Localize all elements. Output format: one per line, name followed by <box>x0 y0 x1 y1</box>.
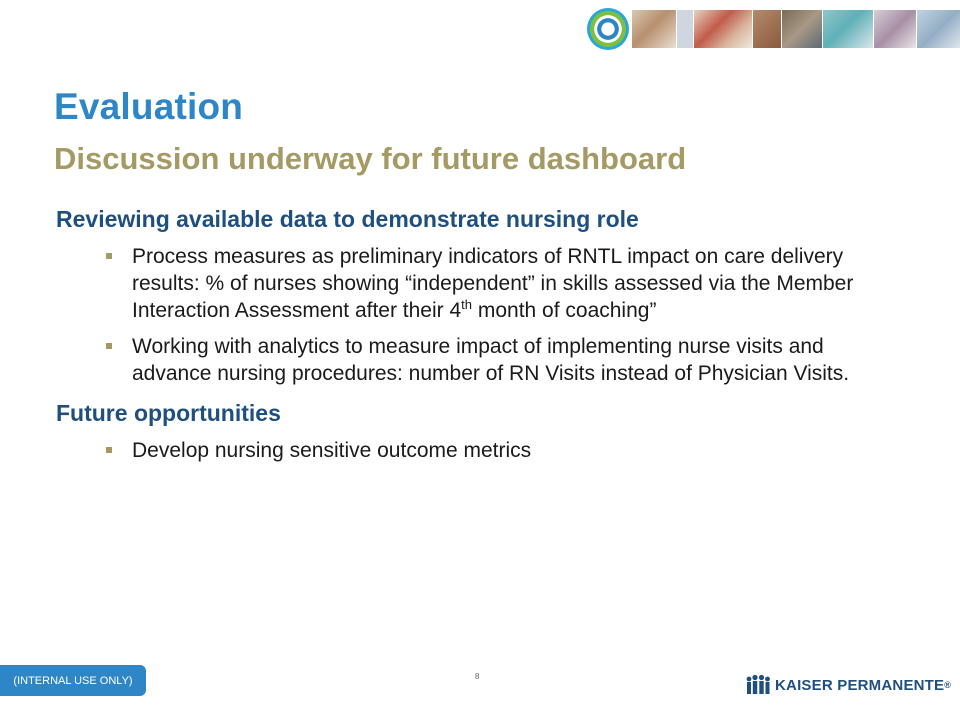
photo-tile <box>693 10 752 48</box>
photo-tile <box>752 10 781 48</box>
photo-tile <box>631 10 676 48</box>
bullet-item <box>56 243 892 324</box>
bullet-text: Develop nursing sensitive outcome metrics <box>132 439 532 462</box>
bullet-text: Process measures as preliminary indicators of RNTL impact on care delivery results: % of nurses showing “independent” in skills assessed via the Member Interaction Assessment after their 4 <box>132 245 854 322</box>
logo-registered-mark: ® <box>944 680 952 690</box>
bullet-item <box>56 333 892 387</box>
kaiser-permanente-logo <box>745 673 951 697</box>
section-reviewing-data <box>56 205 916 387</box>
page-number: 8 <box>475 672 480 681</box>
slide-subtitle: Discussion underway for future dashboard <box>54 141 687 176</box>
internal-use-tag: (INTERNAL USE ONLY) <box>0 665 146 696</box>
section-heading: Future opportunities <box>56 400 281 426</box>
slide-title: Evaluation <box>54 86 244 127</box>
header-photo-strip <box>587 8 960 50</box>
circular-badge-icon <box>587 8 629 50</box>
slide-content <box>56 205 916 473</box>
bullet-item <box>56 437 892 464</box>
bullet-list <box>56 437 916 464</box>
logo-text: KAISER PERMANENTE <box>775 676 945 694</box>
bullet-text-continued: month of coaching” <box>472 299 657 322</box>
photo-tile <box>781 10 822 48</box>
bullet-text: Working with analytics to measure impact of implementing nurse visits and advance nursing procedures: number of RN Visits instead of Physician Visits. <box>132 335 850 385</box>
square-bullet-icon <box>106 447 112 453</box>
square-bullet-icon <box>106 343 112 349</box>
kaiser-people-icon <box>745 674 771 696</box>
bullet-list <box>56 243 916 387</box>
section-future-opportunities <box>56 399 916 464</box>
photo-tile <box>916 10 960 48</box>
photo-tile <box>873 10 916 48</box>
section-heading: Reviewing available data to demonstrate nursing role <box>56 206 639 232</box>
photo-tile <box>822 10 873 48</box>
square-bullet-icon <box>106 253 112 259</box>
photo-tile <box>676 10 693 48</box>
bullet-superscript: th <box>461 297 473 312</box>
